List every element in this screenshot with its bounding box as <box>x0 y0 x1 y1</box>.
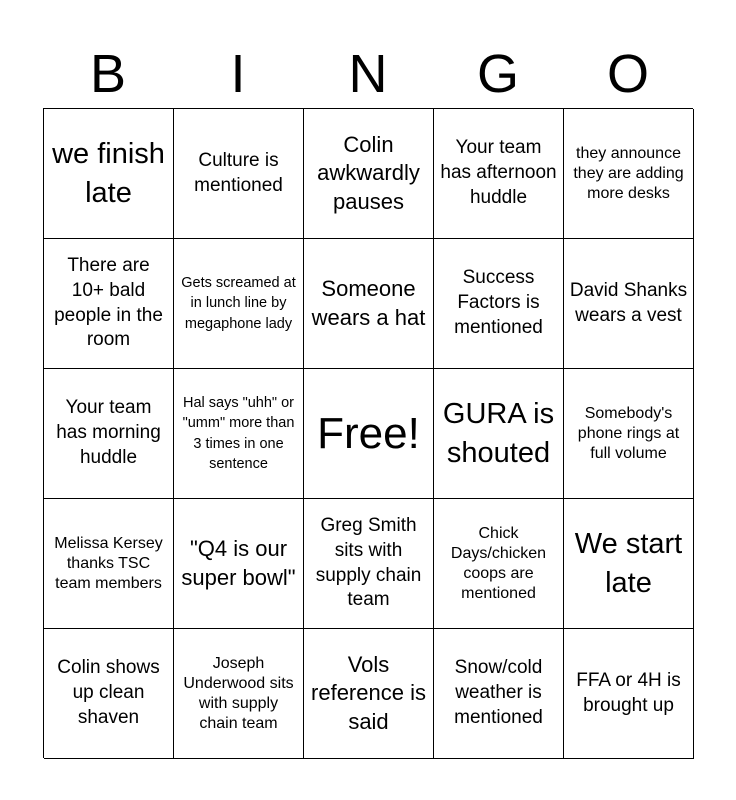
bingo-cell-text: Culture is mentioned <box>194 149 283 196</box>
bingo-cell-g3[interactable] <box>434 369 564 499</box>
bingo-board <box>43 108 693 758</box>
bingo-cell-i1[interactable] <box>174 109 304 239</box>
bingo-cell-b2[interactable] <box>44 239 174 369</box>
bingo-cell-text: Colin awkwardly pauses <box>317 131 420 214</box>
bingo-cell-text: Someone wears a hat <box>311 275 426 330</box>
bingo-cell-g4[interactable] <box>434 499 564 629</box>
bingo-cell-text: Your team has morning huddle <box>56 397 161 468</box>
bingo-cell-o1[interactable] <box>564 109 694 239</box>
bingo-cell-text: David Shanks wears a vest <box>569 279 688 326</box>
bingo-cell-text: Snow/cold weather is mentioned <box>454 657 543 728</box>
bingo-cell-text: Free! <box>317 408 420 458</box>
bingo-cell-text: Gets screamed at in lunch line by megaphone lady <box>181 275 296 332</box>
bingo-cell-o3[interactable] <box>564 369 694 499</box>
bingo-cell-text: we finish late <box>52 138 165 209</box>
bingo-cell-g1[interactable] <box>434 109 564 239</box>
bingo-cell-i2[interactable] <box>174 239 304 369</box>
header-letter-g: G <box>476 44 519 104</box>
bingo-cell-text: Greg Smith sits with supply chain team <box>315 515 422 611</box>
bingo-cell-text: Hal says "uhh" or "umm" more than 3 times in one sentence <box>182 394 295 472</box>
bingo-cell-text: There are 10+ bald people in the room <box>54 255 163 351</box>
bingo-cell-text: Success Factors is mentioned <box>454 267 543 338</box>
bingo-cell-b3[interactable] <box>44 369 174 499</box>
bingo-cell-text: Melissa Kersey thanks TSC team members <box>54 534 163 592</box>
free-space-cell[interactable] <box>304 369 434 499</box>
bingo-cell-n4[interactable] <box>304 499 434 629</box>
bingo-cell-i4[interactable] <box>174 499 304 629</box>
bingo-cell-n1[interactable] <box>304 109 434 239</box>
bingo-cell-text: We start late <box>574 528 683 599</box>
bingo-cell-text: Vols reference is said <box>311 651 426 734</box>
bingo-cell-b5[interactable] <box>44 629 174 759</box>
bingo-cell-text: Your team has afternoon huddle <box>440 137 557 208</box>
bingo-cell-text: FFA or 4H is brought up <box>576 669 681 716</box>
bingo-cell-o5[interactable] <box>564 629 694 759</box>
bingo-cell-b1[interactable] <box>44 109 174 239</box>
bingo-cell-text: Somebody's phone rings at full volume <box>577 404 680 462</box>
bingo-header <box>43 40 693 108</box>
header-letter-n: N <box>348 44 388 104</box>
bingo-cell-g2[interactable] <box>434 239 564 369</box>
bingo-cell-text: Colin shows up clean shaven <box>57 657 160 728</box>
bingo-cell-text: Chick Days/chicken coops are mentioned <box>450 524 547 602</box>
header-letter-i: I <box>230 44 246 104</box>
bingo-cell-i5[interactable] <box>174 629 304 759</box>
bingo-cell-text: Joseph Underwood sits with supply chain team <box>183 654 294 732</box>
header-letter-o: O <box>606 44 649 104</box>
bingo-cell-o4[interactable] <box>564 499 694 629</box>
bingo-cell-n5[interactable] <box>304 629 434 759</box>
bingo-cell-i3[interactable] <box>174 369 304 499</box>
header-letter-b: B <box>89 44 127 104</box>
bingo-cell-text: "Q4 is our super bowl" <box>181 535 296 590</box>
bingo-cell-b4[interactable] <box>44 499 174 629</box>
bingo-cell-g5[interactable] <box>434 629 564 759</box>
bingo-cell-text: GURA is shouted <box>442 398 555 469</box>
bingo-cell-o2[interactable] <box>564 239 694 369</box>
bingo-cell-text: they announce they are adding more desks <box>573 144 684 202</box>
bingo-cell-n2[interactable] <box>304 239 434 369</box>
